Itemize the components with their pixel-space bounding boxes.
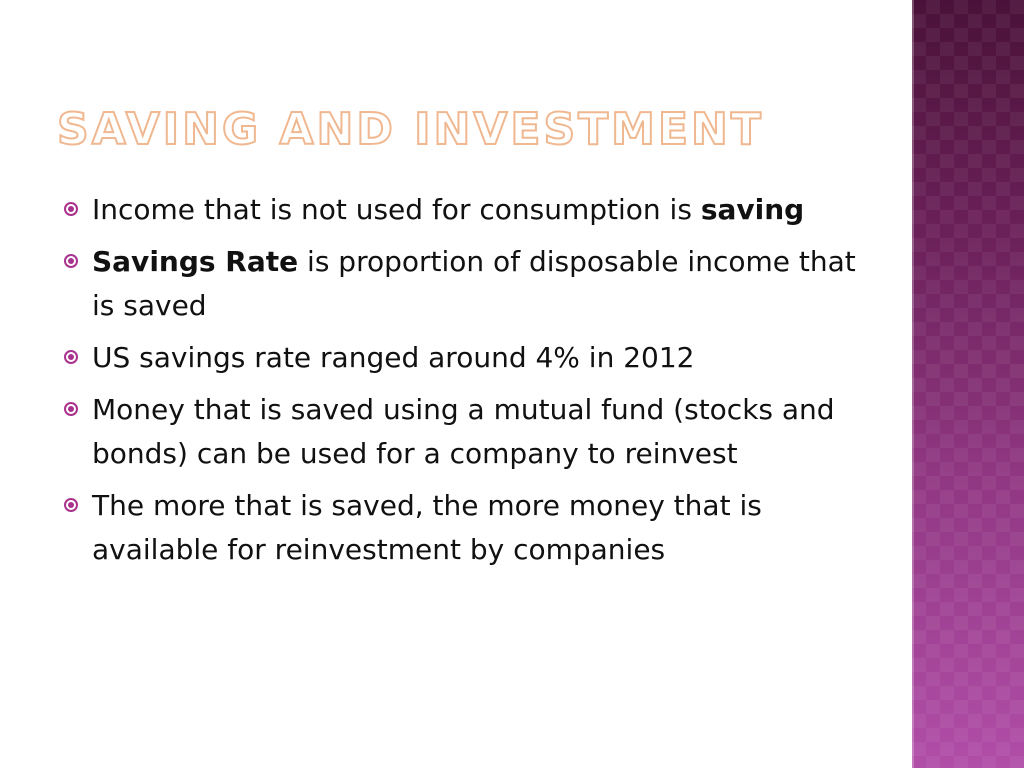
target-bullet-icon [64,254,78,268]
bullet-item [64,188,864,232]
target-bullet-icon [64,202,78,216]
target-bullet-icon [64,402,78,416]
bullet-text: US savings rate ranged around 4% in 2012 [92,341,695,374]
bullet-item [64,240,864,328]
bullet-bold-text: saving [700,193,805,226]
target-bullet-icon [64,498,78,512]
side-band-edge [912,0,914,768]
slide-title: SAVING AND INVESTMENT [57,104,764,155]
target-bullet-icon [64,350,78,364]
bullet-item [64,388,864,476]
bullet-text: Money that is saved using a mutual fund (stocks and bonds) can be used for a company to reinvest [92,393,835,470]
bullet-text: The more that is saved, the more money that is available for reinvestment by companies [92,489,762,566]
bullet-bold-text: Savings Rate [92,245,299,278]
bullet-item [64,336,864,380]
bullet-item [64,484,864,572]
bullet-text-end: is proportion of disposable income that is saved [92,245,856,322]
bullet-text: Income that is not used for consumption is [92,193,701,226]
decorative-side-band [912,0,1024,768]
bullet-list [64,188,864,580]
